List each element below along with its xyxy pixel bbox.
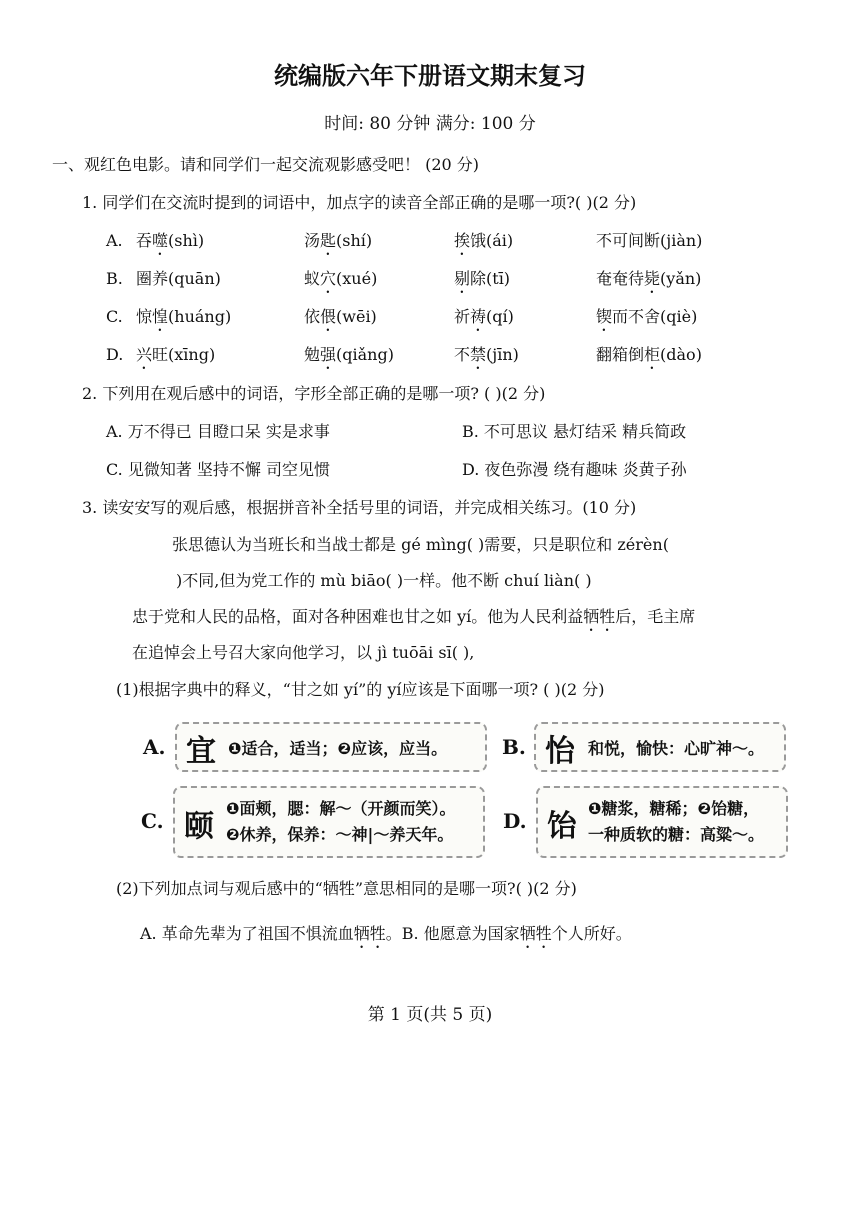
word-option: 锲而不舍(qiè) xyxy=(596,307,698,326)
word-option: 剔除(tī) xyxy=(454,269,511,288)
question-1-stem: 1. 同学们在交流时提到的词语中，加点字的读音全部正确的是哪一项?( )(2 分) xyxy=(82,193,637,212)
word-option: 翻箱倒柜(dào) xyxy=(596,345,702,364)
word-option: 圈养(quān) xyxy=(136,269,221,288)
question-2-option-a: A. 万不得已 目瞪口呆 实是求事 xyxy=(106,422,330,441)
option-label: A. xyxy=(106,231,123,250)
question-3-stem: 3. 读安安写的观后感，根据拼音补全括号里的词语，并完成相关练习。(10 分) xyxy=(82,498,637,517)
exam-info: 时间: 80 分钟 满分: 100 分 xyxy=(324,114,536,134)
question-2-option-c: C. 见微知著 坚持不懈 司空见惯 xyxy=(106,460,331,479)
passage-line-1: 张思德认为当班长和当战士都是 gé mìng( )需要，只是职位和 zérèn( xyxy=(172,535,669,554)
word-option: 汤匙(shí) xyxy=(304,231,373,250)
page-title: 统编版六年下册语文期末复习 xyxy=(274,62,586,90)
option-label: B. xyxy=(106,269,123,288)
word-option: 吞噬(shì) xyxy=(136,231,205,250)
word-option: 勉强(qiǎng) xyxy=(304,345,394,364)
section-heading: 一、观红色电影。请和同学们一起交流观影感受吧！ (20 分) xyxy=(52,155,480,174)
option-label: D. xyxy=(106,345,124,364)
word-option: 不禁(jīn) xyxy=(454,345,519,364)
word-option: 奄奄待毙(yǎn) xyxy=(596,269,702,288)
word-option: 兴旺(xīng) xyxy=(136,345,216,364)
word-option: 依偎(wēi) xyxy=(304,307,377,326)
sub-question-2: (2)下列加点词与观后感中的“牺牲”意思相同的是哪一项?( )(2 分) xyxy=(116,879,577,898)
passage-line-4: 在追悼会上号召大家向他学习，以 jì tuōāi sī( ), xyxy=(132,643,475,662)
sub-question-1: (1)根据字典中的释义，“甘之如 yí”的 yí应该是下面哪一项? ( )(2 分) xyxy=(116,680,605,699)
question-2-option-b: B. 不可思议 悬灯结采 精兵简政 xyxy=(462,422,687,441)
sub-question-2-options: A. 革命先辈为了祖国不惧流血牺牲。B. 他愿意为国家牺牲个人所好。 xyxy=(140,924,632,943)
word-option: 祈祷(qí) xyxy=(454,307,514,326)
option-label: C. xyxy=(106,307,123,326)
question-2-option-d: D. 夜色弥漫 绕有趣味 炎黄子孙 xyxy=(462,460,687,479)
passage-line-3: 忠于党和人民的品格，面对各种困难也甘之如 yí。他为人民利益牺牲后，毛主席 xyxy=(132,607,696,626)
passage-line-2: )不同,但为党工作的 mù biāo( )一样。他不断 chuí liàn( ) xyxy=(176,571,592,590)
word-option: 蚁穴(xué) xyxy=(304,269,378,288)
question-2-stem: 2. 下列用在观后感中的词语，字形全部正确的是哪一项? ( )(2 分) xyxy=(82,384,546,403)
word-option: 惊惶(huáng) xyxy=(136,307,232,326)
page-footer: 第 1 页(共 5 页) xyxy=(367,1005,493,1025)
word-option: 不可间断(jiàn) xyxy=(596,231,703,250)
word-option: 挨饿(ái) xyxy=(454,231,514,250)
